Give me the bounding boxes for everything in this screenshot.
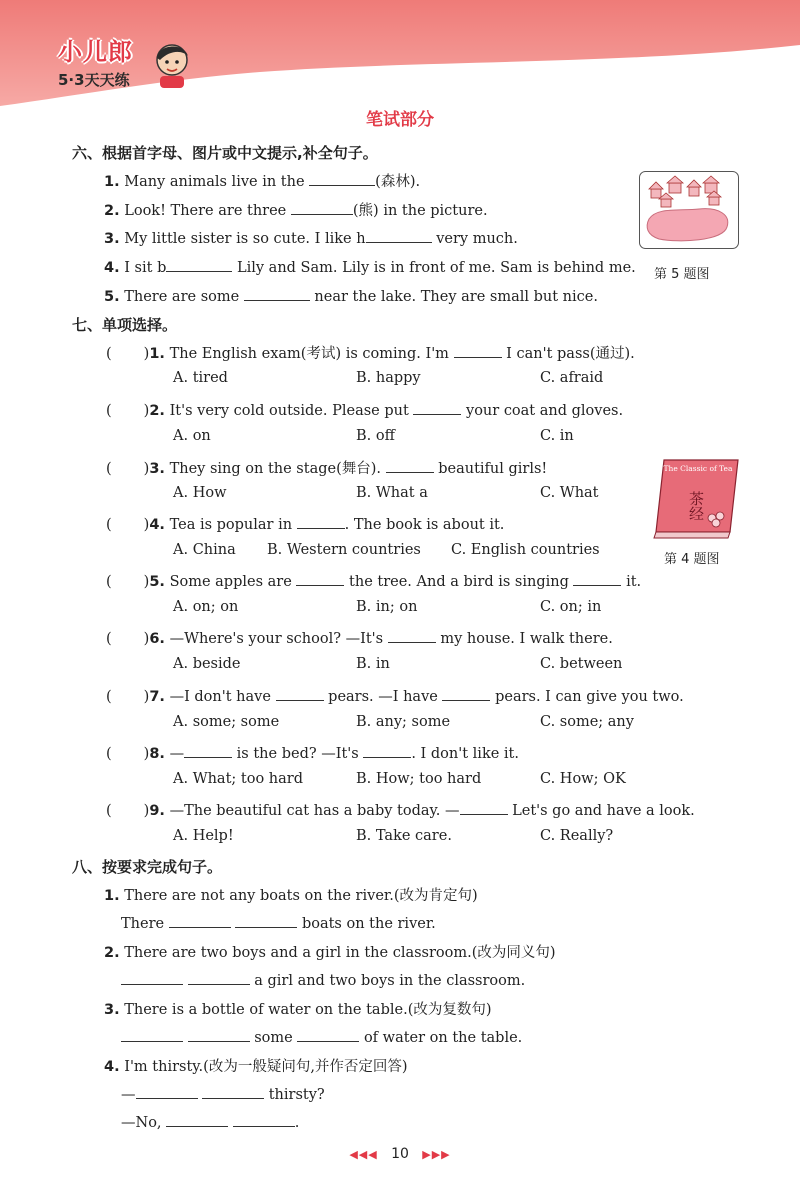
s8-item-1-answer: There boats on the river. — [121, 913, 436, 932]
answer-blank[interactable] — [366, 228, 432, 243]
page-footer — [0, 1146, 800, 1162]
s6-item-1: 1. Many animals live in the (森林). — [104, 170, 420, 191]
q4-option-c[interactable]: C. English countries — [451, 542, 600, 558]
answer-blank[interactable] — [166, 1112, 228, 1127]
answer-blank[interactable] — [235, 913, 297, 928]
q9-option-a[interactable]: A. Help! — [173, 828, 234, 844]
answer-blank[interactable] — [460, 800, 508, 815]
mc-question-2: ( )2. It's very cold outside. Please put your coat and gloves. — [106, 400, 623, 419]
figure-4-caption: 第 4 题图 — [664, 552, 720, 567]
series-name: 5·3天天练 — [58, 71, 130, 89]
q1-option-c[interactable]: C. afraid — [540, 370, 604, 386]
answer-blank[interactable] — [188, 970, 250, 985]
answer-blank[interactable] — [244, 286, 310, 301]
q5-option-a[interactable]: A. on; on — [173, 599, 239, 615]
s8-item-3-prompt: 3. There is a bottle of water on the table.(改为复数句) — [104, 1002, 492, 1018]
s6-item-2: 2. Look! There are three (熊) in the picture. — [104, 199, 488, 220]
q2-option-a[interactable]: A. on — [173, 428, 211, 444]
s8-item-2-answer: a girl and two boys in the classroom. — [121, 970, 525, 989]
answer-slot[interactable] — [112, 459, 144, 473]
q8-option-b[interactable]: B. How; too hard — [356, 771, 482, 787]
q6-option-b[interactable]: B. in — [356, 656, 390, 672]
q1-option-a[interactable]: A. tired — [173, 370, 228, 386]
mc-question-8: ( )8. — is the bed? —It's . I don't like it. — [106, 743, 519, 762]
q7-option-c[interactable]: C. some; any — [540, 714, 634, 730]
mc-question-9: ( )9. —The beautiful cat has a baby today. — Let's go and have a look. — [106, 800, 695, 819]
answer-slot[interactable] — [112, 629, 144, 643]
answer-blank[interactable] — [202, 1084, 264, 1099]
book-chars-text: 茶经 — [687, 491, 705, 521]
answer-blank[interactable] — [121, 970, 183, 985]
answer-slot[interactable] — [112, 344, 144, 358]
q2-option-c[interactable]: C. in — [540, 428, 574, 444]
q1-option-b[interactable]: B. happy — [356, 370, 421, 386]
q4-option-b[interactable]: B. Western countries — [267, 542, 421, 558]
answer-blank[interactable] — [297, 514, 345, 529]
s8-item-2-prompt: 2. There are two boys and a girl in the classroom.(改为同义句) — [104, 945, 556, 961]
answer-blank[interactable] — [169, 913, 231, 928]
s8-item-4-prompt: 4. I'm thirsty.(改为一般疑问句,并作否定回答) — [104, 1059, 408, 1075]
answer-blank[interactable] — [388, 628, 436, 643]
mc-question-5: ( )5. Some apples are the tree. And a bird is singing it. — [106, 571, 641, 590]
mc-question-7: ( )7. —I don't have pears. —I have pears. I can give you two. — [106, 686, 684, 705]
q7-option-b[interactable]: B. any; some — [356, 714, 451, 730]
mc-question-4: ( )4. Tea is popular in . The book is about it. — [106, 514, 504, 533]
answer-blank[interactable] — [413, 400, 461, 415]
section-6-heading: 六、根据首字母、图片或中文提示,补全句子。 — [72, 144, 378, 162]
mascot-boy-icon — [148, 38, 196, 90]
section-8-heading: 八、按要求完成句子。 — [72, 858, 223, 876]
s8-item-4-answer-2: —No, . — [121, 1112, 299, 1131]
q7-option-a[interactable]: A. some; some — [173, 714, 280, 730]
answer-slot[interactable] — [112, 515, 144, 529]
book-title-text: The Classic of Tea — [663, 464, 733, 473]
s6-item-4: 4. I sit b Lily and Sam. Lily is in front of me. Sam is behind me. — [104, 257, 636, 276]
answer-blank[interactable] — [309, 171, 375, 186]
page-section-title: 笔试部分 — [366, 110, 434, 130]
answer-blank[interactable] — [276, 686, 324, 701]
answer-blank[interactable] — [296, 571, 344, 586]
q4-option-a[interactable]: A. China — [173, 542, 236, 558]
answer-blank[interactable] — [386, 458, 434, 473]
mc-question-6: ( )6. —Where's your school? —It's my house. I walk there. — [106, 628, 613, 647]
answer-blank[interactable] — [188, 1027, 250, 1042]
answer-slot[interactable] — [112, 401, 144, 415]
q5-option-b[interactable]: B. in; on — [356, 599, 418, 615]
mc-question-3: ( )3. They sing on the stage(舞台). beautiful girls! — [106, 457, 547, 478]
answer-blank[interactable] — [184, 743, 232, 758]
lake-houses-figure — [639, 171, 739, 249]
answer-slot[interactable] — [112, 687, 144, 701]
q6-option-c[interactable]: C. between — [540, 656, 623, 672]
prev-page-arrows-icon[interactable]: ◀◀◀ — [349, 1148, 378, 1161]
brand-logo — [58, 32, 133, 90]
brand-name: 小儿郎 — [58, 38, 133, 66]
q9-option-b[interactable]: B. Take care. — [356, 828, 452, 844]
q6-option-a[interactable]: A. beside — [173, 656, 241, 672]
answer-blank[interactable] — [121, 1027, 183, 1042]
q5-option-c[interactable]: C. on; in — [540, 599, 602, 615]
tea-book-figure — [650, 456, 742, 540]
figure-5-caption: 第 5 题图 — [654, 267, 710, 282]
answer-blank[interactable] — [166, 257, 232, 272]
mc-question-1: ( )1. The English exam(考试) is coming. I'm I can't pass(通过). — [106, 342, 635, 363]
answer-blank[interactable] — [454, 343, 502, 358]
next-page-arrows-icon[interactable]: ▶▶▶ — [422, 1148, 451, 1161]
q3-option-b[interactable]: B. What a — [356, 485, 428, 501]
q2-option-b[interactable]: B. off — [356, 428, 395, 444]
q8-option-a[interactable]: A. What; too hard — [173, 771, 303, 787]
answer-slot[interactable] — [112, 744, 144, 758]
answer-blank[interactable] — [297, 1027, 359, 1042]
s8-item-1-prompt: 1. There are not any boats on the river.(改为肯定句) — [104, 888, 478, 904]
answer-blank[interactable] — [442, 686, 490, 701]
answer-slot[interactable] — [112, 572, 144, 586]
answer-blank[interactable] — [363, 743, 411, 758]
q3-option-a[interactable]: A. How — [173, 485, 227, 501]
s6-item-5: 5. There are some near the lake. They are small but nice. — [104, 286, 598, 305]
q3-option-c[interactable]: C. What — [540, 485, 599, 501]
answer-blank[interactable] — [291, 200, 353, 215]
q9-option-c[interactable]: C. Really? — [540, 828, 614, 844]
answer-blank[interactable] — [136, 1084, 198, 1099]
s8-item-3-answer: some of water on the table. — [121, 1027, 522, 1046]
answer-blank[interactable] — [573, 571, 621, 586]
section-7-heading: 七、单项选择。 — [72, 316, 178, 334]
s6-item-3: 3. My little sister is so cute. I like h very much. — [104, 228, 518, 247]
answer-blank[interactable] — [233, 1112, 295, 1127]
q8-option-c[interactable]: C. How; OK — [540, 771, 626, 787]
s8-item-4-answer-1: — thirsty? — [121, 1084, 325, 1103]
answer-slot[interactable] — [112, 801, 144, 815]
page-number: 10 — [391, 1146, 409, 1162]
